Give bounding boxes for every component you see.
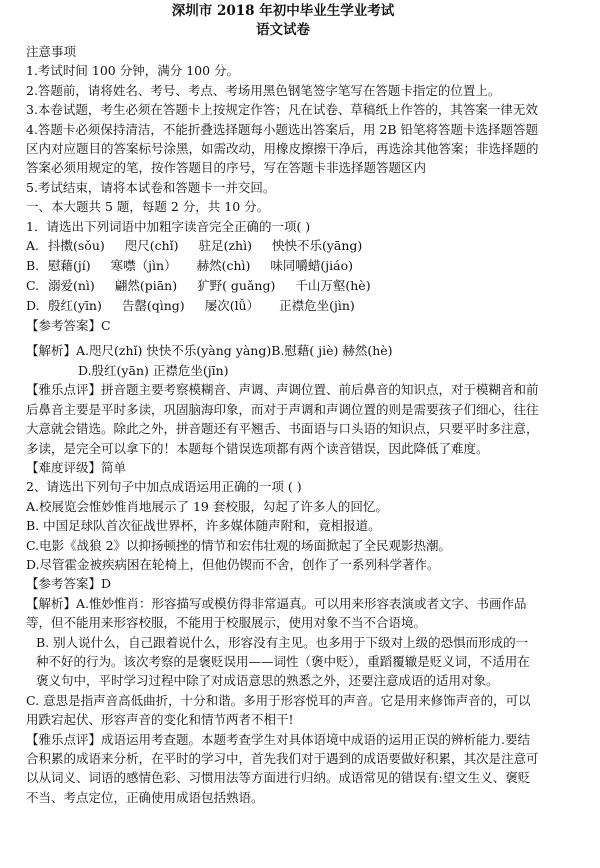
option-letter: C. [26, 278, 40, 294]
section-heading: 一、本大题共 5 题，每题 2 分，共 10 分。 [26, 199, 270, 215]
option-d: D.尽管霍金被疾病困在轮椅上，但他仍锲而不舍，创作了一系列科学著作。 [26, 556, 440, 572]
note-item: 1.考试时间 100 分钟，满分 100 分。 [26, 63, 240, 79]
note-item: 4.答题卡必须保持清洁，不能折叠选择题每小题选出答案后，用 2B 铅笔将答题卡选择题答题区内对应题目的答案标号涂黑，如需改动，用橡皮擦擦干净后，再选涂其他答案；非选择题的答案必须用规定的笔，按作答题目的序号，写在答题卡非选择题答题区内 [26, 121, 539, 176]
option-word: 慰藉(jí) [48, 258, 91, 274]
option-b [26, 256, 540, 276]
option-word: 寒噤（jìn） [110, 258, 177, 274]
question-2 [26, 477, 540, 807]
option-letter: D. [26, 298, 40, 314]
note-item: 2.答题前，请将姓名、考号、考点、考场用黑色钢笔签字笔写在答题卡指定的位置上。 [26, 82, 501, 98]
option-word: 赫然(chì) [196, 258, 251, 274]
option-letter: A. [26, 238, 40, 254]
option-b: B. 中国足球队首次征战世界杯，许多媒体随声附和，竟相报道。 [26, 518, 381, 534]
analysis-line: D.殷红(yān) 正襟危坐(jīn) [78, 362, 229, 378]
option-word: 殷红(yīn) [48, 298, 102, 314]
answer-line: 【参考答案】C [26, 318, 111, 334]
exam-subtitle: 语文试卷 [256, 22, 310, 38]
option-word: 犷野( guǎng) [197, 278, 276, 294]
notes-heading: 注意事项 [26, 44, 77, 59]
exam-title: 深圳市 2018 年初中毕业生学业考试 [171, 3, 395, 19]
option-word: 怏怏不乐(yāng) [271, 238, 363, 254]
option-d [26, 296, 540, 316]
option-c: C.电影《战狼 2》以抑扬顿挫的情节和宏伟壮观的场面掀起了全民观影热潮。 [26, 537, 452, 553]
option-word: 抖擞(sǒu) [48, 238, 105, 254]
option-word: 告罄(qìng) [121, 298, 185, 314]
option-word: 咫尺(chǐ) [124, 238, 179, 254]
question-stem: 2、请选出下列句子中加点成语运用正确的一项 ( ) [26, 479, 302, 495]
option-a [26, 236, 540, 256]
option-word: 溺爱(nì) [48, 278, 95, 294]
analysis-paragraph: B. 别人说什么，自己跟着说什么，形容没有主见。也多用于下级对上级的恐惧而形成的一种不好的行为。该次考察的是褒贬误用——词性（褒中贬），重蹈覆辙是贬义词，不适用在褒义句中，平时学习过程中除了对成语意思的熟悉之外，还要注意成语的适用对象。 [36, 634, 530, 689]
answer-line: 【参考答案】D [26, 576, 112, 592]
notes-section [26, 42, 540, 197]
note-item: 5.考试结束，请将本试卷和答题卡一并交回。 [26, 179, 276, 195]
analysis-line: 【解析】A.咫尺(zhǐ) 快快不乐(yàng yàng)B.慰藉( jiè) 赫然(hè) [26, 343, 393, 359]
difficulty-line: 【难度评级】简单 [26, 459, 127, 475]
option-word: 翩然(piān) [114, 278, 178, 294]
comment-paragraph: 【雅乐点评】拼音题主要考察模糊音、声调、声调位置、前后鼻音的知识点，对于模糊音和前后鼻音主要是平时多读，巩固脑海印象，而对于声调和声调位置的则是需要孩子们细心，往往大意就会错选。除此之外，拼音题还有平翘舌、书面语与口头语的知识点，只要平时多注意，多读，是完全可以拿下的！本题每个错误选项都有两个读音错误，因此降低了难度。 [26, 382, 539, 456]
option-c [26, 276, 540, 296]
option-word: 正襟危坐(jìn) [279, 298, 355, 314]
question-stem: 1．请选出下列词语中加粗字读音完全正确的一项( ) [26, 218, 311, 234]
option-word: 驻足(zhì) [198, 238, 252, 254]
analysis-paragraph: 【解析】A.惟妙惟肖：形容描写或模仿得非常逼真。可以用来形容表演或者文字、书画作品等，但不能用来形容校服，不能用于校服展示，使用对象不当不合语境。 [26, 595, 527, 631]
comment-paragraph: 【雅乐点评】成语运用考查题。本题考查学生对具体语境中成语的运用正误的辨析能力.要结合积累的成语来分析，在平时的学习中，首先我们对于遇到的成语要做好积累，其次是注意可以从词义、词语的感情色彩、习惯用法等方面进行归纳。成语常见的错误有:望文生义、褒贬不当、考点定位，正确使用成语包括熟语。 [26, 731, 539, 805]
option-a: A.校展览会惟妙惟肖地展示了 19 套校服，勾起了许多人的回忆。 [26, 498, 388, 514]
option-word: 屡次(lǚ） [204, 298, 260, 314]
note-item: 3.本卷试题，考生必须在答题卡上按规定作答；凡在试卷、草稿纸上作答的，其答案一律无效 [26, 102, 538, 118]
option-letter: B. [26, 258, 40, 274]
question-1 [26, 217, 540, 478]
option-word: 味同嚼蜡(jiáo) [270, 258, 353, 274]
option-word: 千山万壑(hè) [295, 278, 371, 294]
analysis-paragraph: C. 意思是指声音高低曲折，十分和谐。多用于形容悦耳的声音。它是用来修饰声音的，可以用跌宕起伏、形容声音的变化和情节两者不相干! [26, 692, 531, 728]
